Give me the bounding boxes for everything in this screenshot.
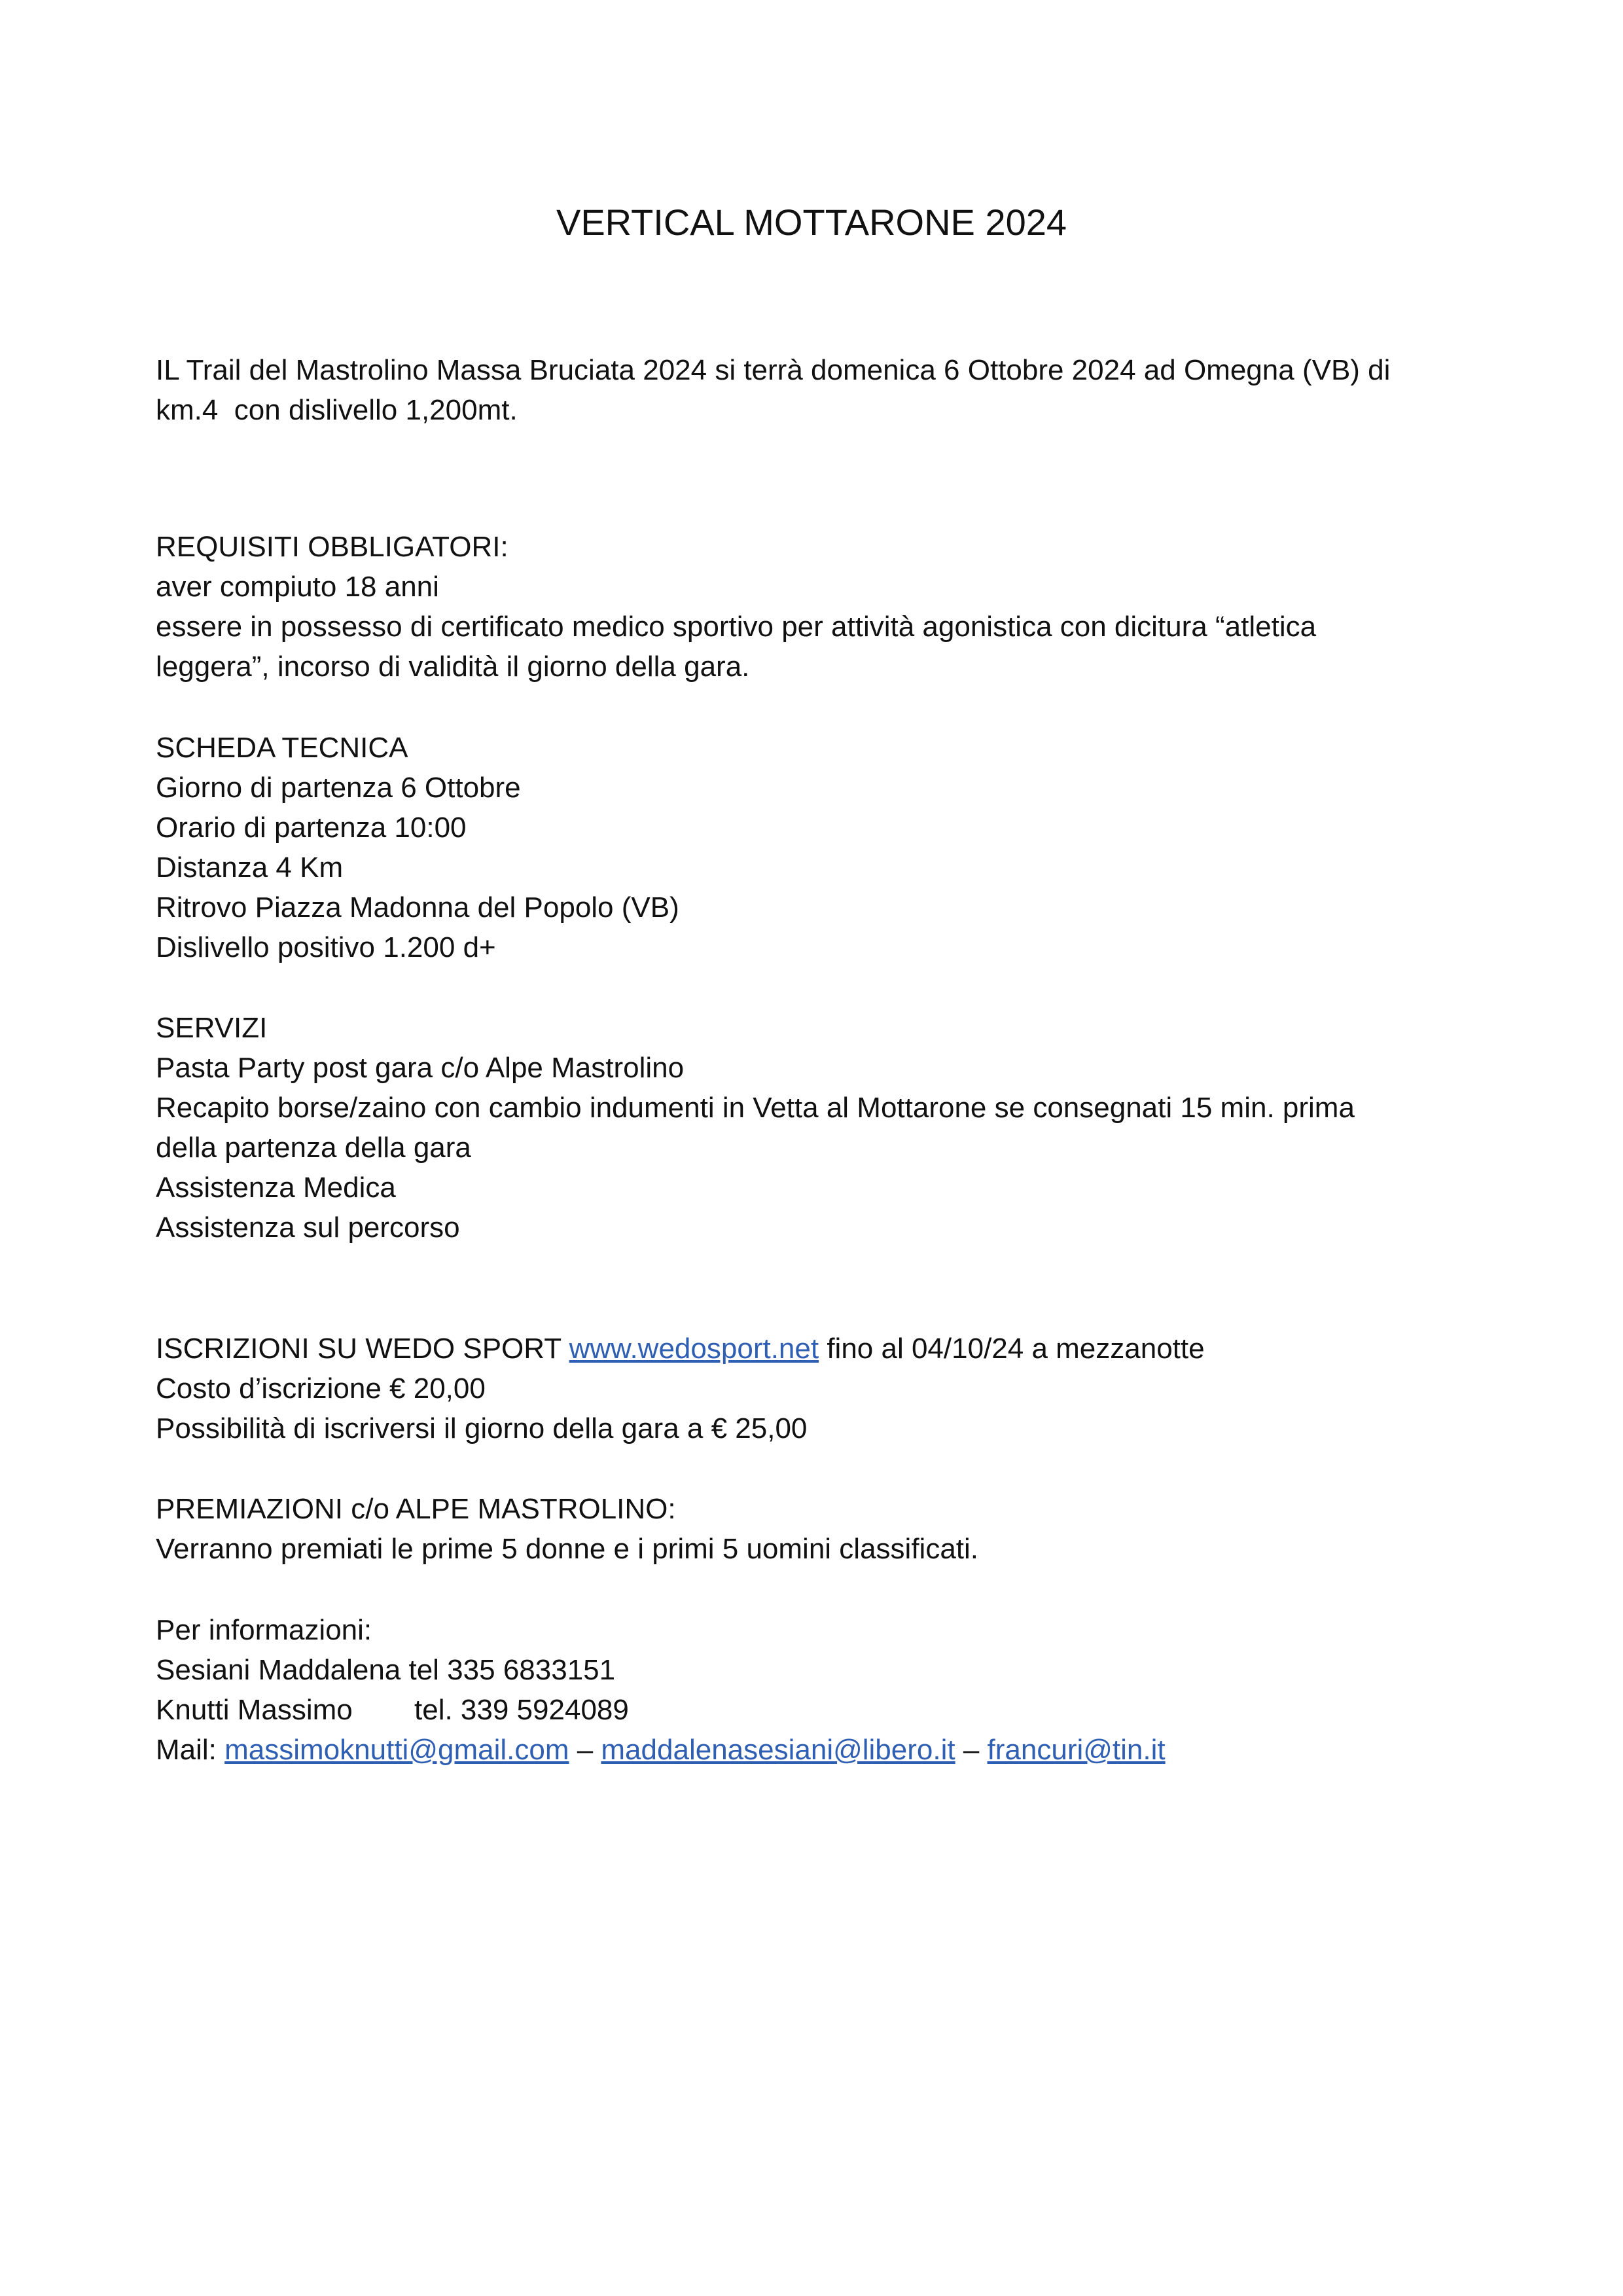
scheda-line: Dislivello positivo 1.200 d+ bbox=[156, 931, 496, 963]
info-section bbox=[156, 1610, 1465, 1770]
requisiti-section bbox=[156, 527, 1465, 687]
requisiti-line: aver compiuto 18 anni bbox=[156, 571, 439, 603]
email-link-knutti[interactable]: massimoknutti@gmail.com bbox=[224, 1734, 569, 1766]
section-heading: SCHEDA TECNICA bbox=[156, 732, 408, 764]
requisiti-line: leggera”, incorso di validità il giorno della gara. bbox=[156, 651, 750, 683]
scheda-line: Distanza 4 Km bbox=[156, 852, 344, 884]
section-heading: REQUISITI OBBLIGATORI: bbox=[156, 531, 508, 563]
servizi-line: Assistenza sul percorso bbox=[156, 1211, 460, 1244]
mail-line bbox=[156, 1730, 1465, 1770]
section-heading: SERVIZI bbox=[156, 1012, 268, 1044]
contact-knutti bbox=[156, 1690, 1465, 1730]
intro-paragraph bbox=[156, 350, 1465, 430]
intro-line: IL Trail del Mastrolino Massa Bruciata 2024 si terrà domenica 6 Ottobre 2024 ad Omegna (VB) di bbox=[156, 354, 1391, 386]
contact-knutti-name: Knutti Massimo bbox=[156, 1694, 353, 1726]
email-separator: – bbox=[569, 1734, 601, 1766]
section-heading: PREMIAZIONI c/o ALPE MASTROLINO: bbox=[156, 1493, 676, 1525]
mail-label: Mail: bbox=[156, 1734, 225, 1766]
iscrizioni-suffix: fino al 04/10/24 a mezzanotte bbox=[819, 1333, 1205, 1365]
scheda-tecnica-section bbox=[156, 728, 1465, 967]
iscrizioni-prefix: ISCRIZIONI SU WEDO SPORT bbox=[156, 1333, 569, 1365]
page-title: VERTICAL MOTTARONE 2024 bbox=[556, 202, 1067, 243]
servizi-line: Recapito borse/zaino con cambio indumenti in Vetta al Mottarone se consegnati 15 min. prima bbox=[156, 1092, 1355, 1124]
scheda-line: Ritrovo Piazza Madonna del Popolo (VB) bbox=[156, 891, 679, 924]
servizi-line: della partenza della gara bbox=[156, 1132, 471, 1164]
email-separator: – bbox=[955, 1734, 988, 1766]
iscrizioni-late-cost: Possibilità di iscriversi il giorno della gara a € 25,00 bbox=[156, 1412, 808, 1444]
servizi-section bbox=[156, 1008, 1465, 1247]
iscrizioni-line bbox=[156, 1329, 1465, 1369]
scheda-line: Giorno di partenza 6 Ottobre bbox=[156, 772, 521, 804]
iscrizioni-section bbox=[156, 1329, 1465, 1448]
contact-sesiani: Sesiani Maddalena tel 335 6833151 bbox=[156, 1654, 616, 1686]
email-link-sesiani[interactable]: maddalenasesiani@libero.it bbox=[601, 1734, 955, 1766]
intro-line: km.4 con dislivello 1,200mt. bbox=[156, 394, 518, 426]
contact-knutti-tel: tel. 339 5924089 bbox=[414, 1694, 629, 1726]
section-heading: Per informazioni: bbox=[156, 1614, 372, 1646]
requisiti-line: essere in possesso di certificato medico sportivo per attività agonistica con dicitura “atletica bbox=[156, 611, 1317, 643]
wedosport-link[interactable]: www.wedosport.net bbox=[569, 1333, 819, 1365]
email-link-francuri[interactable]: francuri@tin.it bbox=[987, 1734, 1166, 1766]
scheda-line: Orario di partenza 10:00 bbox=[156, 812, 467, 844]
servizi-line: Pasta Party post gara c/o Alpe Mastrolino bbox=[156, 1052, 685, 1084]
servizi-line: Assistenza Medica bbox=[156, 1172, 396, 1204]
premiazioni-line: Verranno premiati le prime 5 donne e i primi 5 uomini classificati. bbox=[156, 1533, 979, 1565]
premiazioni-section bbox=[156, 1489, 1465, 1569]
iscrizioni-cost: Costo d’iscrizione € 20,00 bbox=[156, 1372, 486, 1405]
